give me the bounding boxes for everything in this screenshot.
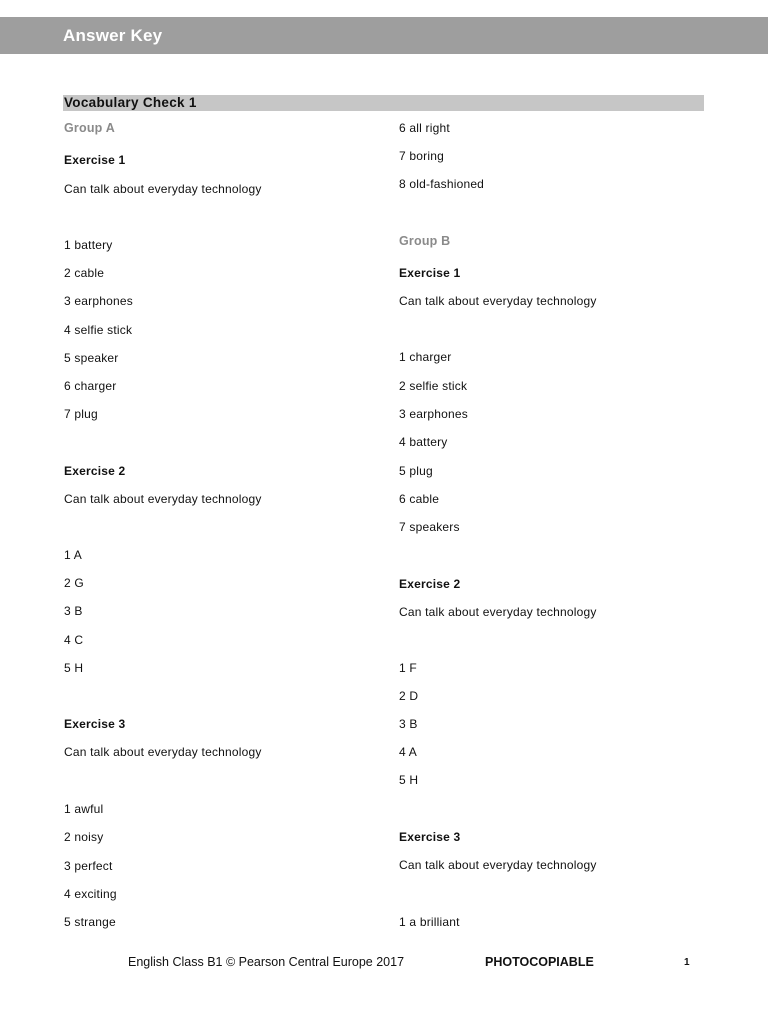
footer [0, 955, 768, 971]
answer-line: 5 H [399, 773, 419, 787]
answer-line: 4 C [64, 633, 84, 647]
answer-line: 2 G [64, 576, 84, 590]
can-do-statement: Can talk about everyday technology [399, 605, 597, 619]
can-do-statement: Can talk about everyday technology [64, 745, 262, 759]
answer-line: 6 all right [399, 121, 450, 135]
exercise-heading: Exercise 2 [64, 464, 126, 478]
answer-line: 7 plug [64, 407, 98, 421]
exercise-heading: Exercise 1 [399, 266, 461, 280]
answer-line: 4 exciting [64, 887, 117, 901]
answer-line: 2 selfie stick [399, 379, 468, 393]
answer-line: 3 B [399, 717, 418, 731]
answer-line: 2 cable [64, 266, 105, 280]
header-band [0, 17, 768, 54]
answer-line: 1 F [399, 661, 417, 675]
section-title: Vocabulary Check 1 [64, 95, 197, 110]
exercise-heading: Exercise 3 [399, 830, 461, 844]
answer-line: 3 B [64, 604, 83, 618]
answer-line: 4 A [399, 745, 417, 759]
answer-line: 1 charger [399, 350, 452, 364]
answer-line: 1 battery [64, 238, 113, 252]
page-title: Answer Key [63, 26, 163, 45]
answer-line: 1 a brilliant [399, 915, 460, 929]
footer-copyright: English Class B1 © Pearson Central Europe 2017 [128, 955, 405, 969]
can-do-statement: Can talk about everyday technology [399, 294, 597, 308]
answer-line: 6 cable [399, 492, 440, 506]
answer-line: 4 battery [399, 435, 448, 449]
exercise-heading: Exercise 1 [64, 153, 126, 167]
answer-line: 1 A [64, 548, 82, 562]
answer-line: 5 speaker [64, 351, 119, 365]
section-bar [63, 95, 704, 111]
answer-line: 2 D [399, 689, 419, 703]
can-do-statement: Can talk about everyday technology [399, 858, 597, 872]
answer-line: 3 earphones [64, 294, 133, 308]
answer-line: 5 strange [64, 915, 116, 929]
can-do-statement: Can talk about everyday technology [64, 182, 262, 196]
answer-line: 4 selfie stick [64, 323, 133, 337]
page-number: 1 [684, 957, 690, 968]
answer-line: 1 awful [64, 802, 104, 816]
answer-line: 8 old-fashioned [399, 177, 485, 191]
group-heading: Group A [64, 121, 115, 135]
footer-photocopiable: PHOTOCOPIABLE [485, 955, 594, 969]
exercise-heading: Exercise 2 [399, 577, 461, 591]
answer-line: 7 boring [399, 149, 444, 163]
answer-line: 7 speakers [399, 520, 460, 534]
group-heading: Group B [399, 234, 451, 248]
exercise-heading: Exercise 3 [64, 717, 126, 731]
answer-line: 3 perfect [64, 859, 113, 873]
answer-line: 5 H [64, 661, 84, 675]
can-do-statement: Can talk about everyday technology [64, 492, 262, 506]
answer-line: 3 earphones [399, 407, 468, 421]
answer-line: 5 plug [399, 464, 433, 478]
answer-line: 6 charger [64, 379, 117, 393]
answer-line: 2 noisy [64, 830, 104, 844]
